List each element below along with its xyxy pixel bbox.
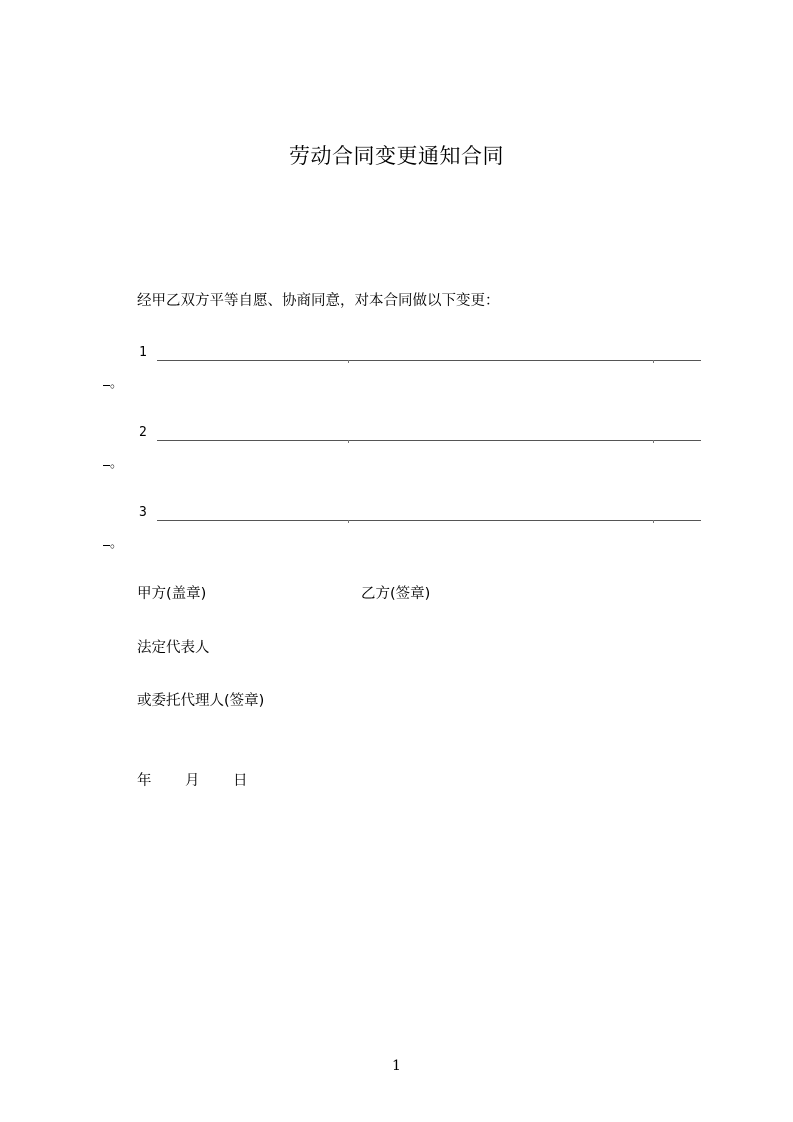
line-segment-mark xyxy=(653,440,654,443)
legal-representative-label: 法定代表人 xyxy=(137,640,210,656)
item-ending-punct: 。 xyxy=(110,376,124,391)
item-number: 1 xyxy=(139,345,147,360)
line-segment-mark xyxy=(348,360,349,363)
page-number: 1 xyxy=(392,1058,401,1074)
intro-paragraph: 经甲乙双方平等自愿、协商同意，对本合同做以下变更： xyxy=(137,293,500,309)
fill-in-line[interactable] xyxy=(157,360,701,361)
change-item-2 xyxy=(137,424,701,444)
document-title: 劳动合同变更通知合同 xyxy=(289,144,504,168)
line-segment-mark xyxy=(348,520,349,523)
authorized-agent-label: 或委托代理人(签章) xyxy=(137,693,265,709)
underline-end-mark xyxy=(103,465,110,466)
party-a-signature-label: 甲方(盖章) xyxy=(137,586,207,602)
underline-end-mark xyxy=(103,545,110,546)
fill-in-line[interactable] xyxy=(157,440,701,441)
item-number: 2 xyxy=(139,425,147,440)
item-3-ending xyxy=(103,535,123,553)
change-item-3 xyxy=(137,504,701,524)
date-month: 月 xyxy=(185,773,200,789)
line-segment-mark xyxy=(653,520,654,523)
item-number: 3 xyxy=(139,505,147,520)
fill-in-line[interactable] xyxy=(157,520,701,521)
item-ending-punct: 。 xyxy=(110,536,124,551)
item-1-ending xyxy=(103,375,123,393)
item-2-ending xyxy=(103,455,123,473)
party-b-signature-label: 乙方(签章) xyxy=(361,586,431,602)
line-segment-mark xyxy=(653,360,654,363)
line-segment-mark xyxy=(348,440,349,443)
date-day: 日 xyxy=(233,773,248,789)
date-year: 年 xyxy=(137,773,152,789)
item-ending-punct: 。 xyxy=(110,456,124,471)
change-item-1 xyxy=(137,344,701,364)
underline-end-mark xyxy=(103,385,110,386)
